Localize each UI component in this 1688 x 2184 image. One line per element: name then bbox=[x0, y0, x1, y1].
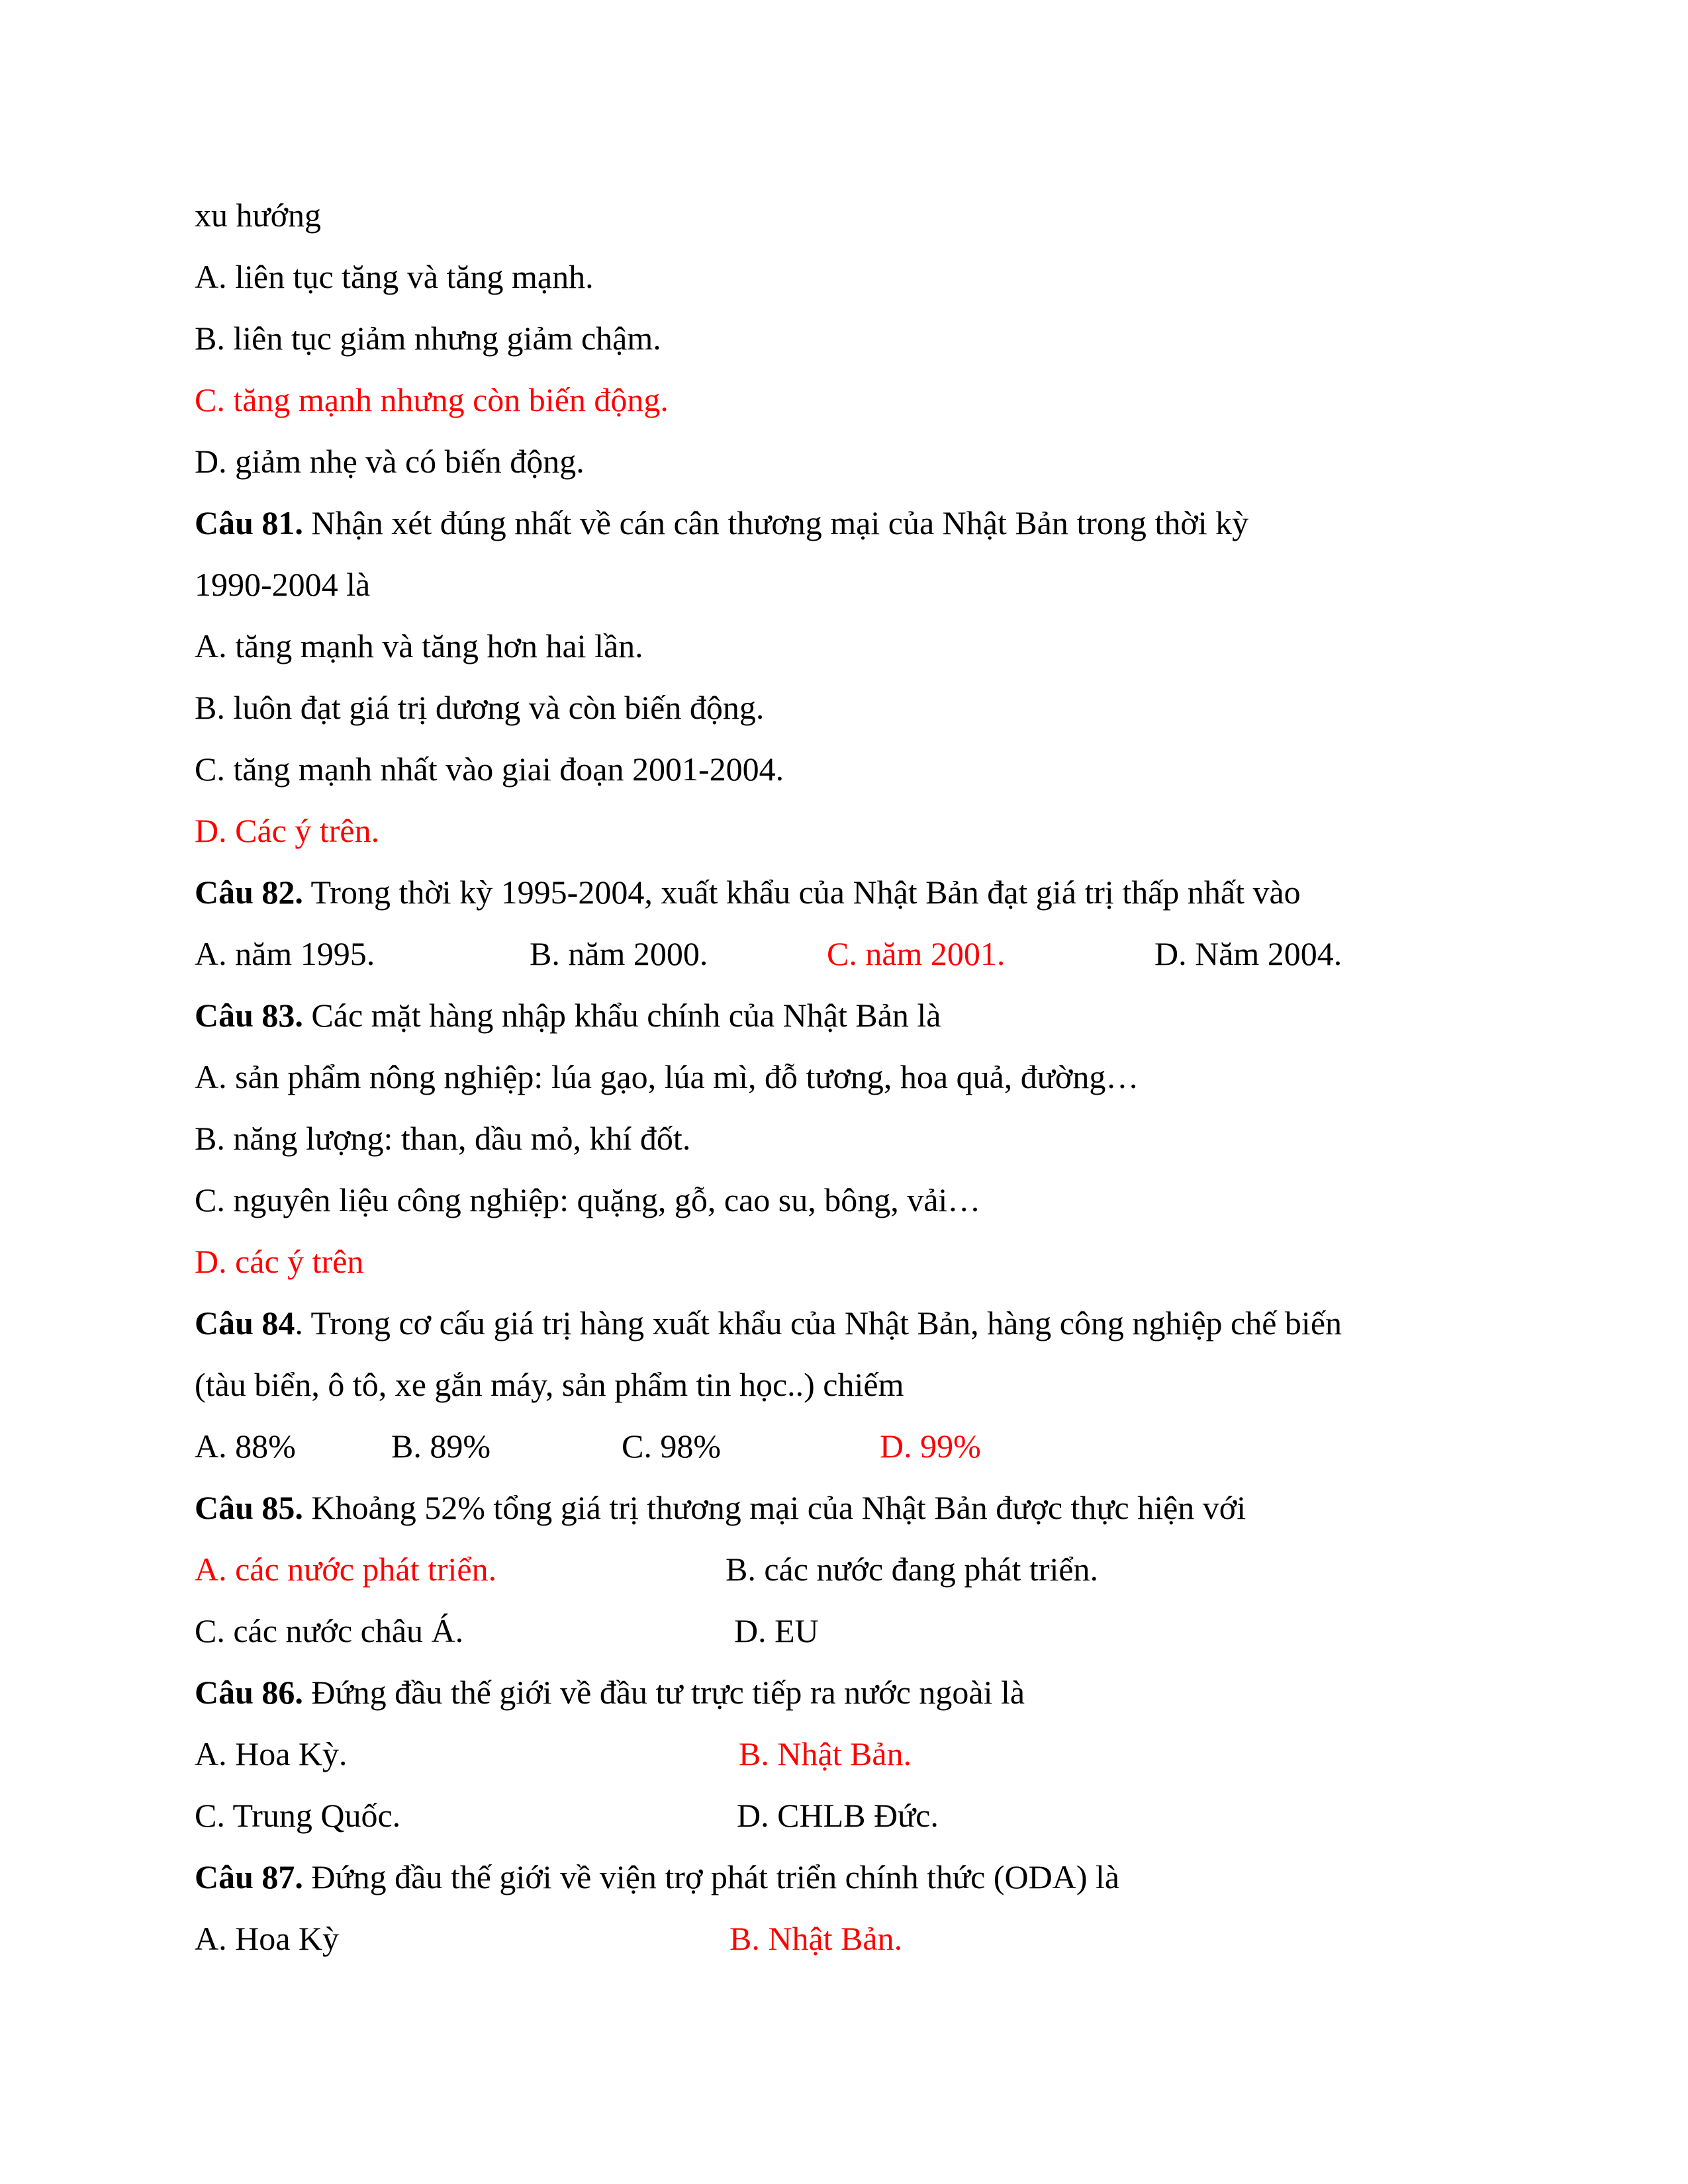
text-line: A. liên tục tăng và tăng mạnh. bbox=[195, 258, 594, 295]
question-number: Câu 81. bbox=[195, 504, 303, 541]
text-line: C. nguyên liệu công nghiệp: quặng, gỗ, cao su, bông, vải… bbox=[195, 1181, 981, 1218]
question-line bbox=[195, 1303, 1342, 1343]
correct-answer-option: B. Nhật Bản. bbox=[739, 1735, 912, 1772]
answer-options-row bbox=[195, 1549, 1452, 1589]
answer-options-row bbox=[195, 934, 1452, 974]
answer-option: A. năm 1995. bbox=[195, 935, 375, 972]
question-text: Các mặt hàng nhập khẩu chính của Nhật Bản là bbox=[303, 997, 941, 1034]
answer-options-row bbox=[195, 1611, 1452, 1651]
answer-option: C. 98% bbox=[622, 1428, 721, 1465]
correct-answer-option: A. các nước phát triển. bbox=[195, 1551, 497, 1588]
question-text: Đứng đầu thế giới về đầu tư trực tiếp ra nước ngoài là bbox=[303, 1674, 1025, 1711]
question-line bbox=[195, 503, 1248, 543]
correct-answer-line: C. tăng mạnh nhưng còn biến động. bbox=[195, 381, 669, 418]
correct-answer-option: C. năm 2001. bbox=[827, 935, 1006, 972]
question-number: Câu 86. bbox=[195, 1674, 303, 1711]
text-line: B. năng lượng: than, dầu mỏ, khí đốt. bbox=[195, 1120, 691, 1157]
answer-option: D. Năm 2004. bbox=[1154, 935, 1342, 972]
question-line bbox=[195, 1672, 1025, 1712]
answer-option: A. Hoa Kỳ bbox=[195, 1920, 340, 1957]
question-text: . Trong cơ cấu giá trị hàng xuất khẩu của Nhật Bản, hàng công nghiệp chế biến bbox=[295, 1304, 1342, 1342]
text-line: A. tăng mạnh và tăng hơn hai lần. bbox=[195, 627, 643, 664]
question-line bbox=[195, 1857, 1119, 1897]
question-text: Trong thời kỳ 1995-2004, xuất khẩu của Nhật Bản đạt giá trị thấp nhất vào bbox=[303, 874, 1301, 911]
question-number: Câu 87. bbox=[195, 1858, 303, 1895]
question-number: Câu 82. bbox=[195, 874, 303, 911]
text-line: D. giảm nhẹ và có biến động. bbox=[195, 443, 585, 480]
answer-option: A. Hoa Kỳ. bbox=[195, 1735, 348, 1772]
question-line bbox=[195, 995, 941, 1035]
text-line: 1990-2004 là bbox=[195, 566, 371, 603]
text-line: xu hướng bbox=[195, 197, 322, 234]
answer-options-row bbox=[195, 1734, 1452, 1774]
answer-option: B. các nước đang phát triển. bbox=[726, 1551, 1099, 1588]
answer-option: D. EU bbox=[734, 1612, 819, 1649]
answer-option: B. năm 2000. bbox=[530, 935, 708, 972]
question-number: Câu 85. bbox=[195, 1489, 303, 1526]
question-text: Đứng đầu thế giới về viện trợ phát triển chính thức (ODA) là bbox=[303, 1858, 1120, 1895]
correct-answer-line: D. Các ý trên. bbox=[195, 812, 380, 849]
answer-option: A. 88% bbox=[195, 1428, 296, 1465]
answer-options-row bbox=[195, 1796, 1452, 1835]
text-line: C. tăng mạnh nhất vào giai đoạn 2001-2004. bbox=[195, 751, 784, 788]
question-text: Khoảng 52% tổng giá trị thương mại của Nhật Bản được thực hiện với bbox=[303, 1489, 1246, 1526]
question-number: Câu 84 bbox=[195, 1304, 295, 1342]
answer-options-row bbox=[195, 1919, 1452, 1958]
question-number: Câu 83. bbox=[195, 997, 303, 1034]
text-line: A. sản phẩm nông nghiệp: lúa gạo, lúa mì, đỗ tương, hoa quả, đường… bbox=[195, 1058, 1139, 1095]
answer-option: C. các nước châu Á. bbox=[195, 1612, 464, 1649]
question-line bbox=[195, 1488, 1246, 1527]
answer-options-row bbox=[195, 1426, 1452, 1466]
question-line bbox=[195, 872, 1301, 912]
correct-answer-option: D. 99% bbox=[880, 1428, 981, 1465]
answer-option: C. Trung Quốc. bbox=[195, 1797, 401, 1834]
answer-option: D. CHLB Đức. bbox=[737, 1797, 939, 1834]
question-text: Nhận xét đúng nhất về cán cân thương mại của Nhật Bản trong thời kỳ bbox=[303, 504, 1249, 541]
correct-answer-option: B. Nhật Bản. bbox=[729, 1920, 903, 1957]
text-line: (tàu biển, ô tô, xe gắn máy, sản phẩm tin học..) chiếm bbox=[195, 1366, 904, 1403]
answer-option: B. 89% bbox=[391, 1428, 491, 1465]
correct-answer-line: D. các ý trên bbox=[195, 1243, 364, 1280]
text-line: B. liên tục giảm nhưng giảm chậm. bbox=[195, 320, 661, 357]
text-line: B. luôn đạt giá trị dương và còn biến động. bbox=[195, 689, 765, 726]
